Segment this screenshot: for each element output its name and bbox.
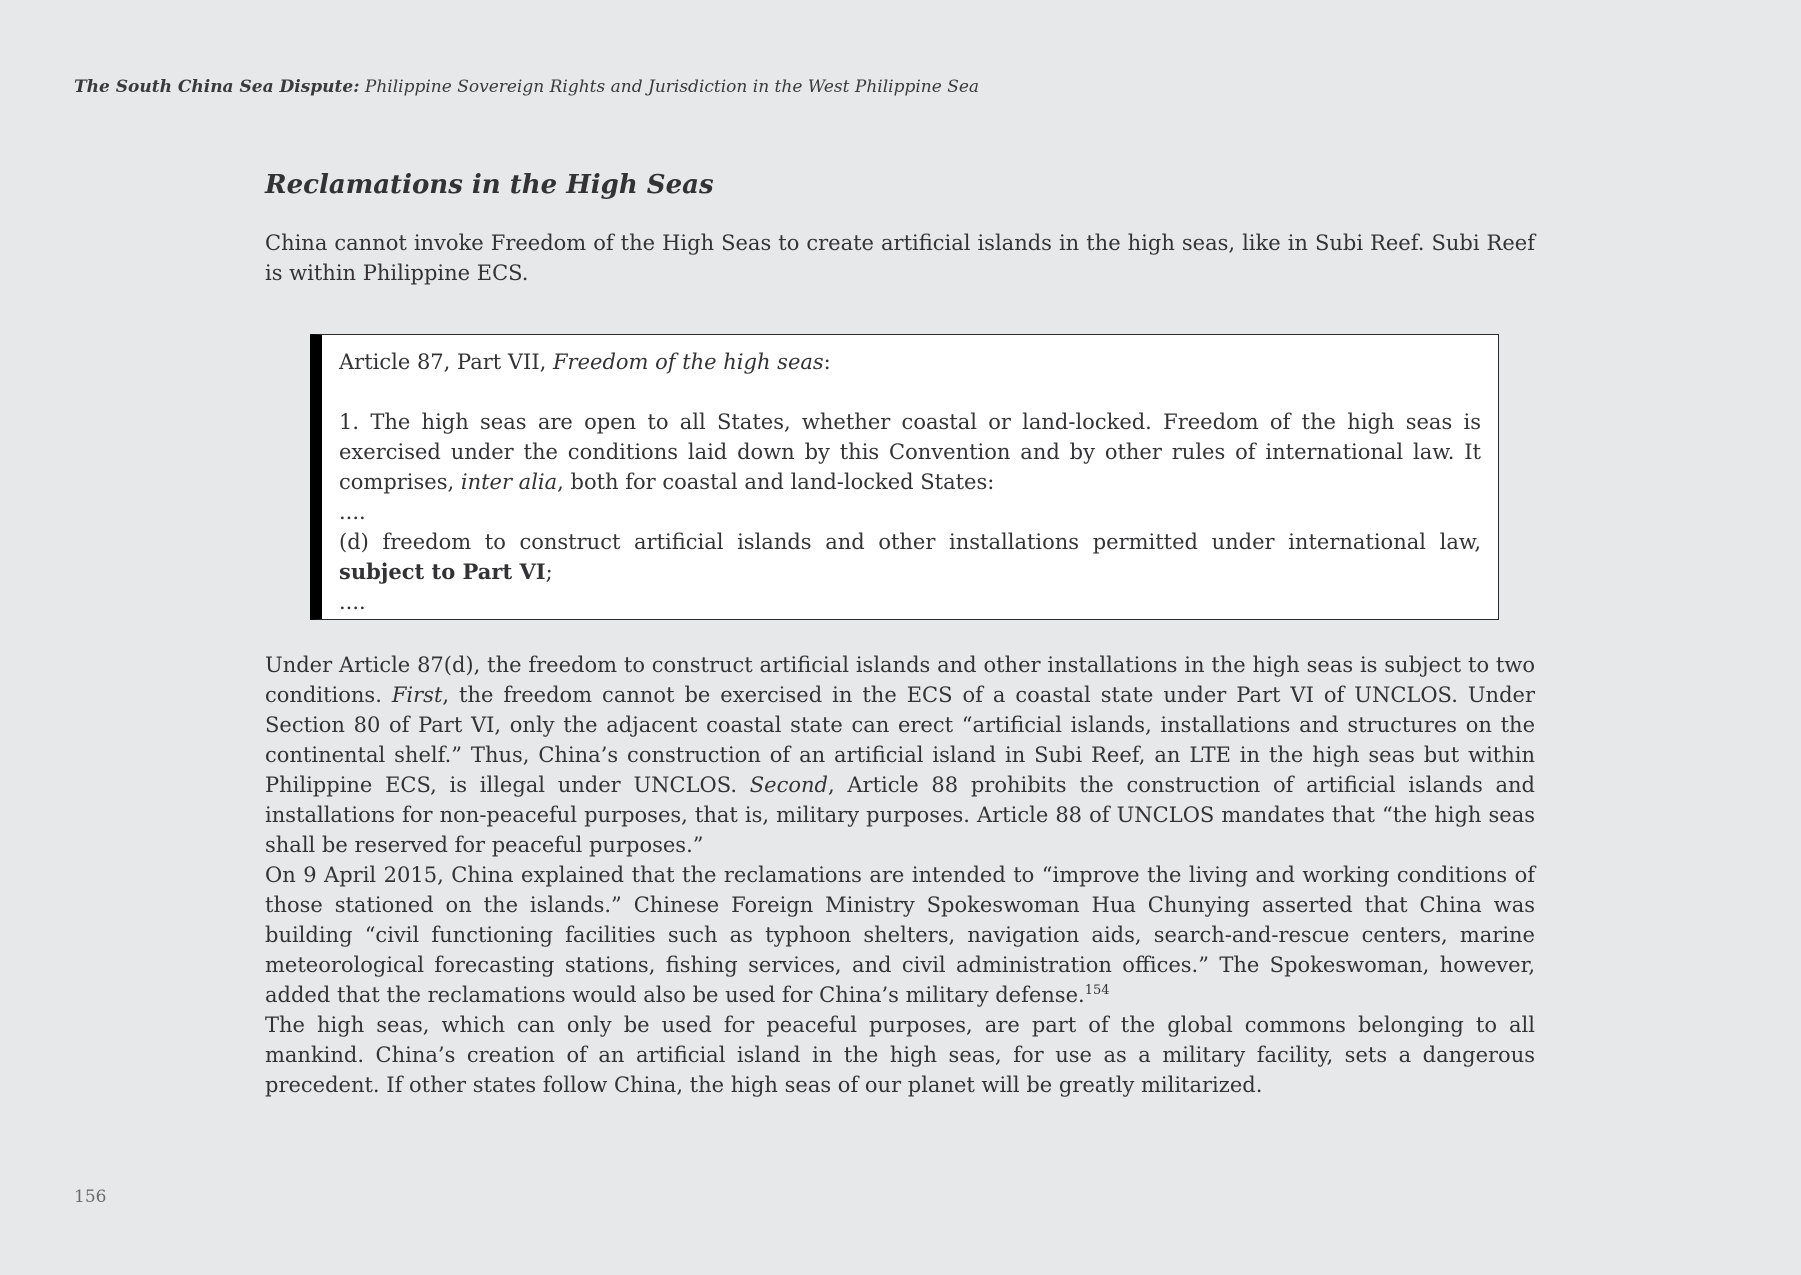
paragraph-article-87d	[265, 650, 1535, 860]
quote-item-d-bold: subject to Part VI	[339, 559, 546, 584]
page-content	[265, 168, 1535, 1100]
paragraph-3-text: On 9 April 2015, China explained that the reclamations are intended to “improve the living and working conditions of those stationed on the islands.” Chinese Foreign Ministry Spokeswoman Hua Chunying asserted that China was building “civil functioning facilities such as typhoon shelters, navigation aids, search-and-rescue centers, marine meteorological forecasting stations, fishing services, and civil administration offices.” The Spokeswoman, however, added that the reclamations would also be used for China’s military defense.	[265, 863, 1535, 1007]
quote-item-d-text: (d) freedom to construct artificial islands and other installations permitted under international law,	[339, 530, 1481, 554]
footnote-marker: 154	[1084, 983, 1110, 998]
quote-lead-text: Article 87, Part VII,	[339, 350, 553, 374]
quote-ellipsis-1: ....	[339, 500, 366, 524]
paragraph-2-second: Second	[749, 773, 828, 797]
paragraph-global-commons: The high seas, which can only be used for peaceful purposes, are part of the global commons belonging to all mankind. China’s creation of an artificial island in the high seas, for use as a military facility, sets a dangerous precedent. If other states follow China, the high seas of our planet will be greatly militarized.	[265, 1013, 1535, 1097]
paragraph-2-c: , Article 88 prohibits the construction of artificial islands and installations for non-peaceful purposes, that is, military purposes. Article 88 of UNCLOS mandates that “the high seas shall be reserved for peaceful purposes.”	[265, 773, 1535, 857]
quote-ellipsis-2: ....	[339, 590, 366, 614]
running-header-subtitle: Philippine Sovereign Rights and Jurisdiction in the West Philippine Sea	[364, 77, 980, 97]
quote-item-d	[339, 527, 1481, 587]
section-heading: Reclamations in the High Seas	[265, 170, 714, 200]
quote-item-1	[339, 407, 1481, 497]
quote-item-1-b: , both for coastal and land-locked States:	[557, 470, 995, 494]
running-header-title: The South China Sea Dispute:	[74, 77, 360, 97]
page-number: 156	[74, 1187, 107, 1207]
quote-item-1-italic: inter alia	[460, 470, 558, 494]
quote-lead-italic: Freedom of the high seas	[552, 350, 824, 374]
intro-paragraph: China cannot invoke Freedom of the High Seas to create artificial islands in the high seas, like in Subi Reef. Subi Reef is within Philippine ECS.	[265, 231, 1535, 285]
paragraph-china-explanation	[265, 860, 1535, 1010]
running-header	[74, 77, 979, 97]
quote-lead-end: :	[823, 350, 831, 374]
article-87-quote-box	[310, 334, 1499, 620]
quote-item-1-a: 1. The high seas are open to all States, whether coastal or land-locked. Freedom of the high seas is exercised under the conditions laid down by this Convention and by other rules of international law. It comprises,	[339, 410, 1481, 494]
paragraph-2-b: , the freedom cannot be exercised in the ECS of a coastal state under Part VI of UNCLOS. Under Section 80 of Part VI, only the adjacent coastal state can erect “artificial islands, installations and structures on the continental shelf.” Thus, China’s construction of an artificial island in Subi Reef, an LTE in the high seas but within Philippine ECS, is illegal under UNCLOS.	[265, 683, 1535, 797]
quote-lead	[339, 347, 1481, 377]
paragraph-2-first: First	[391, 683, 443, 707]
paragraph-2-a: Under Article 87(d), the freedom to construct artificial islands and other installations in the high seas is subject to two conditions.	[265, 653, 1535, 707]
quote-item-d-end: ;	[545, 560, 553, 584]
